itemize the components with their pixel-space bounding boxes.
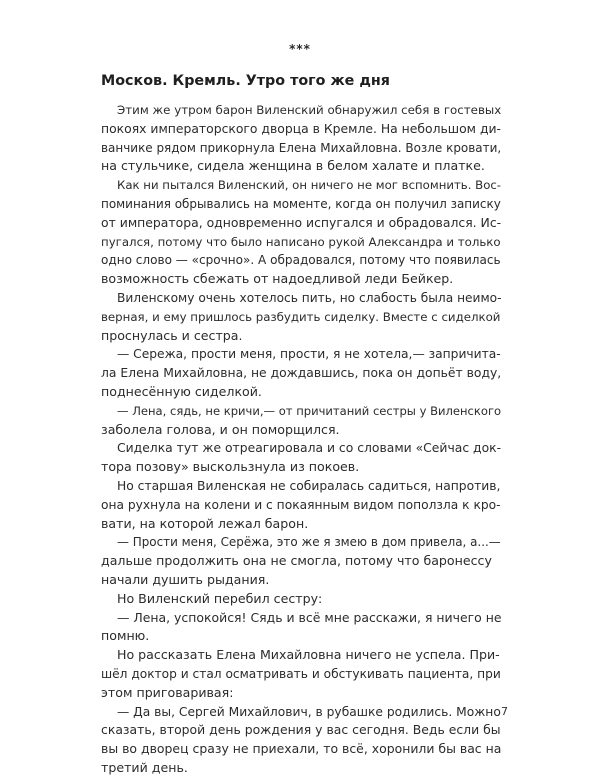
text-line: вы во дворец сразу не приехали, то всё, хоронили бы вас на — [101, 741, 502, 757]
text-line: Но рассказать Елена Михайловна ничего не успела. При- — [117, 647, 500, 663]
text-line: ванчике рядом прикорнула Елена Михайловна. Возле кровати, — [101, 140, 502, 155]
body-text — [101, 101, 501, 778]
text-line: этом приговаривая: — [101, 684, 234, 700]
text-line: верная, и ему пришлось разбудить сиделку. Вместе с сиделкой — [101, 309, 501, 324]
text-line: Этим же утром барон Виленский обнаружил себя в гостевых — [117, 103, 502, 117]
text-line: ла Елена Михайловна, не дождавшись, пока он допьёт воду, — [101, 366, 502, 381]
text-line: возможность сбежать от надоедливой леди Бейкер. — [101, 271, 454, 287]
text-line: третий день. — [101, 759, 188, 775]
text-line: — Прости меня, Серёжа, это же я змею в дом привела, а...— — [117, 535, 501, 550]
text-line: помню. — [101, 628, 150, 644]
text-line: проснулась и сестра. — [101, 327, 243, 343]
text-line: — Да вы, Сергей Михайлович, в рубашке родились. Можно — [117, 704, 501, 719]
text-line: Но Виленский перебил сестру: — [117, 590, 323, 606]
page-number: 7 — [501, 705, 508, 718]
text-line: шёл доктор и стал осматривать и обстукивать пациента, при — [101, 666, 501, 681]
text-line: — Сережа, прости меня, прости, я не хотела,— запричита- — [117, 347, 501, 362]
text-line: на стульчике, сидела женщина в белом халате и платке. — [101, 158, 485, 174]
text-line: она рухнула на колени и с покаянным видом поползла к кро- — [101, 497, 501, 512]
text-line: Виленскому очень хотелось пить, но слабость была неимо- — [117, 290, 502, 305]
text-line: вати, на которой лежал барон. — [101, 515, 309, 531]
text-line: начали душить рыдания. — [101, 571, 270, 587]
text-line: Но старшая Виленская не собиралась садиться, напротив, — [117, 478, 501, 493]
text-line: одно слово — «срочно». А обрадовался, потому что появилась — [101, 253, 501, 268]
text-line: поднесённую сиделкой. — [101, 383, 262, 399]
text-line: дальше продолжить она не смогла, потому что баронессу — [101, 553, 492, 569]
text-line: сказать, второй день рождения у вас сегодня. Ведь если бы — [101, 722, 501, 738]
text-line: — Лена, успокойся! Сядь и всё мне расскажи, я ничего не — [117, 609, 502, 625]
text-line: Сиделка тут же отреагировала и со словами «Сейчас док- — [117, 441, 502, 456]
text-line: от императора, одновременно испугался и обрадовался. Ис- — [101, 214, 502, 230]
section-heading: Москов. Кремль. Утро того же дня — [101, 73, 390, 89]
text-line: заболела голова, и он поморщился. — [101, 421, 340, 437]
text-line: тора позову» выскользнула из покоев. — [101, 459, 360, 475]
text-line: пугался, потому что было написано рукой Александра и только — [101, 234, 501, 249]
text-line: Как ни пытался Виленский, он ничего не мог вспомнить. Вос- — [117, 178, 502, 193]
text-line: поминания обрывались на моменте, когда он получил записку — [101, 196, 501, 211]
text-line: покоях императорского дворца в Кремле. На небольшом ди- — [101, 121, 502, 136]
section-separator: *** — [289, 42, 311, 56]
text-line: — Лена, сядь, не кричи,— от причитаний сестры у Виленского — [117, 403, 502, 418]
